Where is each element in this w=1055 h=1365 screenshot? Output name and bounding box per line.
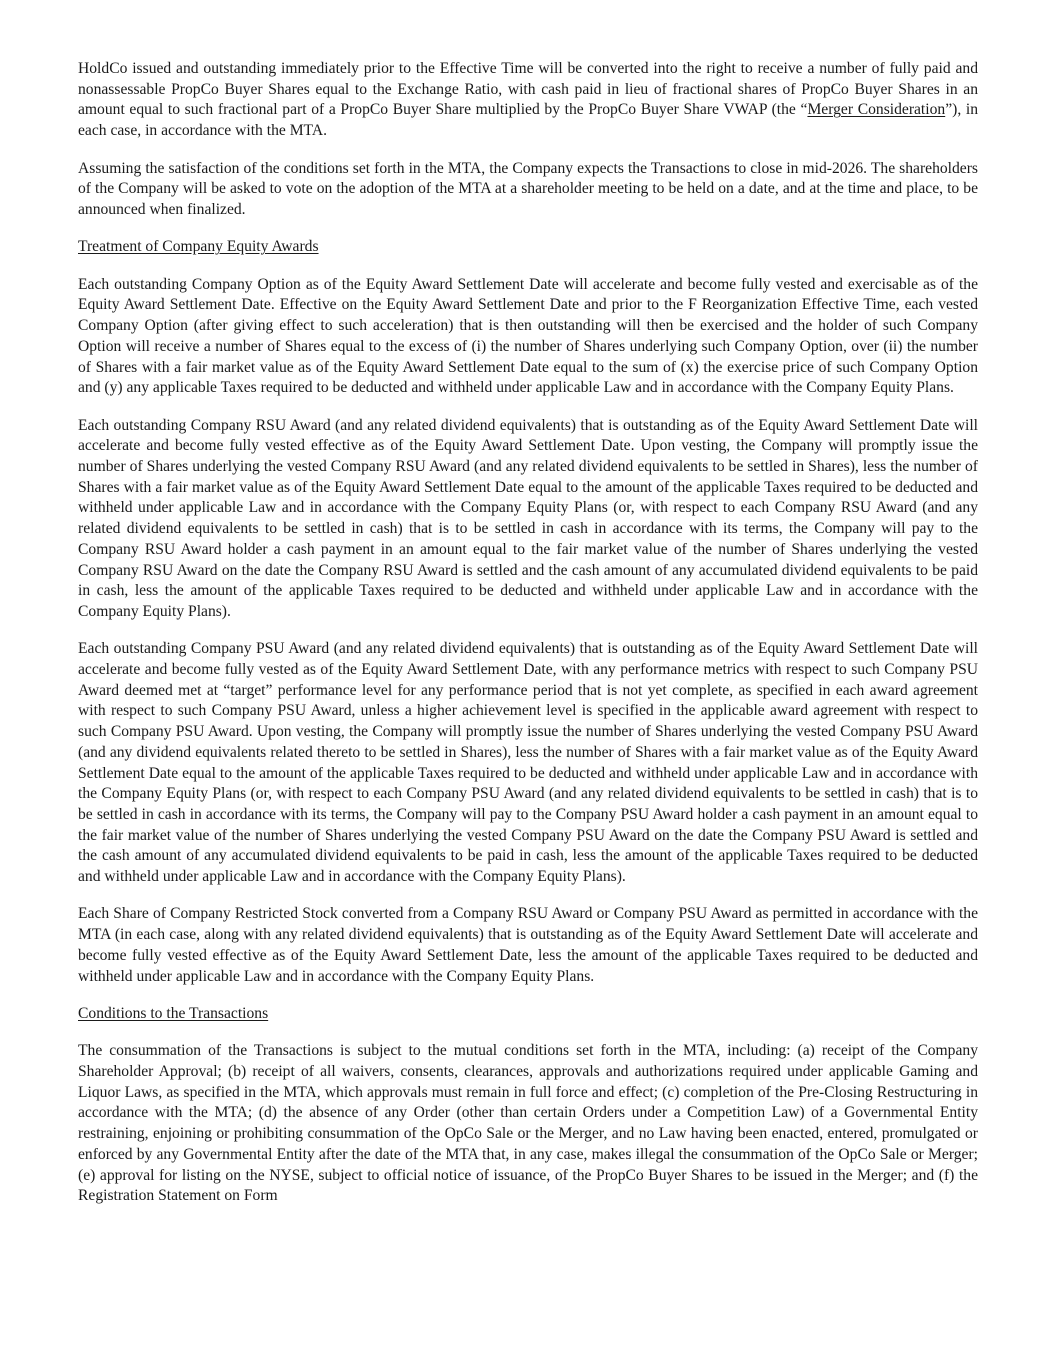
paragraph-text: ”), in each case, in accordance with the MTA.: [78, 101, 979, 140]
paragraph-restricted-stock: Each Share of Company Restricted Stock converted from a Company RSU Award or Company PSU Award as permitted in accordance with the MTA (in each case, along with any related dividend equivalents) that is outstanding as of the Equity Award Settlement Date will accelerate and become fully vested effective as of the Equity Award Settlement Date, less the amount of the applicable Taxes required to be deducted and withheld under applicable Law and in accordance with the Company Equity Plans.: [78, 905, 978, 985]
paragraph-psu-award: Each outstanding Company PSU Award (and any related dividend equivalents) that is outstanding as of the Equity Award Settlement Date will accelerate and become fully vested as of the Equity Award Settlement Date, with any performance metrics with respect to such Company PSU Award deemed met at “target” performance level for any performance period that is not yet complete, as specified in each award agreement with respect to such Company PSU Award, unless a higher achievement level is specified in the applicable award agreement with respect to such Company PSU Award. Upon vesting, the Company will promptly issue the number of Shares underlying the vested Company PSU Award (and any dividend equivalents related thereto to be settled in Shares), less the number of Shares with a fair market value as of the Equity Award Settlement Date equal to the amount of the applicable Taxes required to be deducted and withheld under applicable Law and in accordance with the Company Equity Plans (or, with respect to each Company PSU Award (and any related dividend equivalents to be settled in cash) that is to be settled in cash in accordance with its terms, the Company will pay to the Company PSU Award holder a cash payment in an amount equal to the fair market value of the number of Shares underlying the vested Company PSU Award on the date the Company PSU Award is settled and the cash amount of any accumulated dividend equivalents to be paid in cash, less the amount of the applicable Taxes required to be deducted and withheld under applicable Law and in accordance with the Company Equity Plans).: [78, 640, 978, 886]
paragraph-conditions: The consummation of the Transactions is subject to the mutual conditions set forth in the MTA, including: (a) receipt of the Company Shareholder Approval; (b) receipt of all waivers, consents, clearances, approvals and authorizations required under applicable Gaming and Liquor Laws, as specified in the MTA, which approvals must remain in full force and effect; (c) completion of the Pre-Closing Restructuring in accordance with the MTA; (d) the absence of any Order (other than certain Orders under a Competition Law) of a Governmental Entity restraining, enjoining or prohibiting consummation of the OpCo Sale or the Merger, and no Law having been enacted, entered, promulgated or enforced by any Governmental Entity after the date of the MTA that, in any case, makes illegal the consummation of the OpCo Sale or Merger; (e) approval for listing on the NYSE, subject to official notice of issuance, of the PropCo Buyer Shares to be issued in the Merger; and (f) the Registration Statement on Form: [78, 1042, 978, 1205]
paragraph-rsu-award: Each outstanding Company RSU Award (and any related dividend equivalents) that is outstanding as of the Equity Award Settlement Date will accelerate and become fully vested effective as of the Equity Award Settlement Date. Upon vesting, the Company will promptly issue the number of Shares underlying the vested Company RSU Award (and any related dividend equivalents to be settled in Shares), less the number of Shares with a fair market value as of the Equity Award Settlement Date equal to the amount of the applicable Taxes required to be deducted and withheld under applicable Law and in accordance with the Company Equity Plans (or, with respect to each Company RSU Award (and any related dividend equivalents to be settled in cash) that is to be settled in cash in accordance with its terms, the Company will pay to the Company RSU Award holder a cash payment in an amount equal to the fair market value of the number of Shares underlying the vested Company RSU Award on the date the Company RSU Award is settled and the cash amount of any accumulated dividend equivalents to be paid in cash, less the amount of the applicable Taxes required to be deducted and withheld under applicable Law and in accordance with the Company Equity Plans).: [78, 416, 978, 620]
document-page: [78, 59, 978, 1224]
paragraph-closing-timing: Assuming the satisfaction of the conditions set forth in the MTA, the Company expects the Transactions to close in mid-2026. The shareholders of the Company will be asked to vote on the adoption of the MTA at a shareholder meeting to be held on a date, and at the time and place, to be announced when finalized.: [78, 159, 978, 218]
paragraph-text: HoldCo issued and outstanding immediately prior to the Effective Time will be converted into the right to receive a number of fully paid and nonassessable PropCo Buyer Shares equal to the Exchange Ratio, with cash paid in lieu of fractional shares of PropCo Buyer Shares in an amount equal to such fractional part of a PropCo Buyer Share multiplied by the PropCo Buyer Share VWAP (the “: [78, 60, 978, 119]
section-heading-equity-awards: Treatment of Company Equity Awards: [78, 238, 319, 256]
paragraph-merger-consideration: [78, 59, 978, 142]
paragraph-company-option: Each outstanding Company Option as of the Equity Award Settlement Date will accelerate and become fully vested and exercisable as of the Equity Award Settlement Date. Effective on the Equity Award Settlement Date and prior to the F Reorganization Effective Time, each vested Company Option (after giving effect to such acceleration) that is then outstanding will then be exercised and the holder of such Company Option will receive a number of Shares equal to the excess of (i) the number of Shares underlying such Company Option, over (ii) the number of Shares with a fair market value as of the Equity Award Settlement Date equal to the sum of (x) the exercise price of such Company Option and (y) any applicable Taxes required to be deducted and withheld under applicable Law and in accordance with the Company Equity Plans.: [78, 275, 978, 397]
section-heading-conditions: Conditions to the Transactions: [78, 1004, 269, 1022]
defined-term-merger-consideration: Merger Consideration: [807, 101, 946, 119]
